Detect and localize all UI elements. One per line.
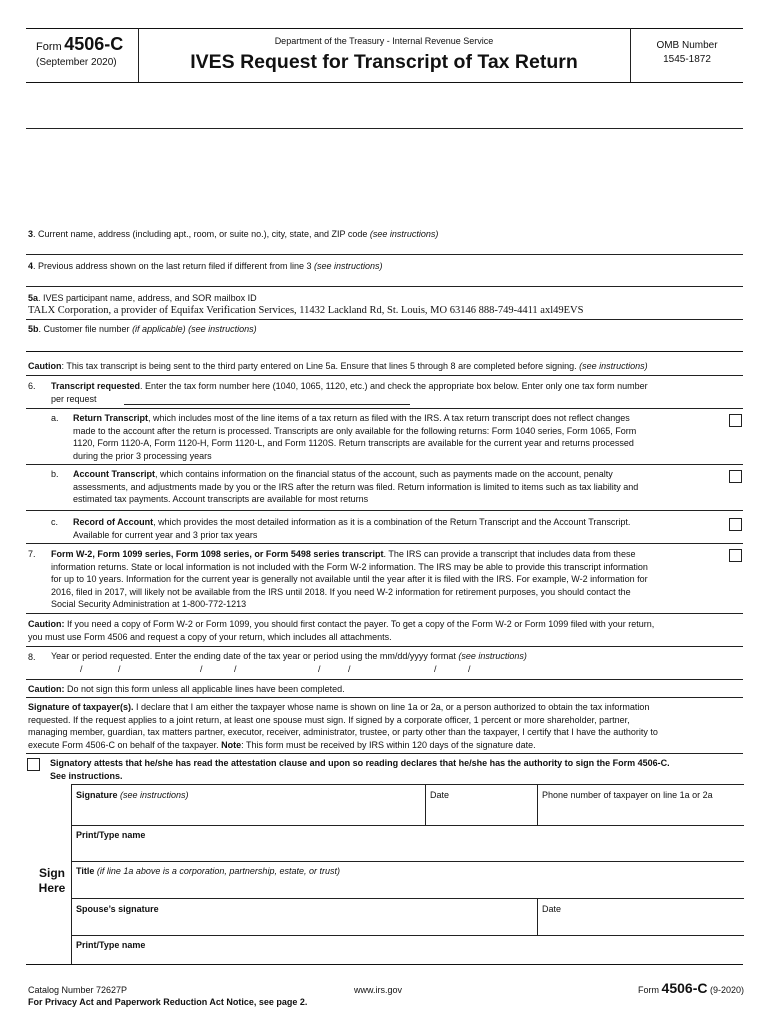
header-divider-right	[630, 28, 631, 82]
line-5a-value[interactable]: TALX Corporation, a provider of Equifax Verification Services, 11432 Lackland Rd, St. Louis, MO 63146 888-749-4411 axl49EVS	[28, 305, 584, 316]
w2-transcript-checkbox[interactable]	[729, 549, 742, 562]
line-5a-field	[26, 319, 743, 320]
date-1-slash-1: /	[80, 664, 83, 674]
date-3-slash-1: /	[318, 664, 321, 674]
form-prefix: Form	[36, 41, 62, 53]
date-4-slash-1: /	[434, 664, 437, 674]
line-3-field[interactable]	[26, 254, 743, 255]
footer-form-id: Form 4506-C (9-2020)	[638, 980, 744, 996]
form-date: (September 2020)	[36, 57, 117, 68]
line-5b-label: 5b. Customer file number (if applicable) (see instructions)	[28, 324, 257, 334]
date-4-slash-2: /	[468, 664, 471, 674]
line-6-text: Transcript requested. Enter the tax form number here (1040, 1065, 1120, etc.) and check the appropriate box below. Enter only one tax form number per request	[51, 381, 648, 404]
return-transcript-checkbox[interactable]	[729, 414, 742, 427]
line-3-label: 3. Current name, address (including apt., room, or suite no.), city, state, and ZIP code (see instructions)	[28, 229, 439, 239]
return-transcript-text: Return Transcript, which includes most of the line items of a tax return as filed with the IRS. A tax return transcript does not reflect changes made to the account after the return is processed. Transcripts are only available for the following returns: Form 1040 series, Form 1065, Form 1120, Form 1120-A, Form 1120-H, Form 1120-L, and Form 1120S. Return transcripts are available for the current year and returns processed during the prior 3 processing years	[73, 413, 637, 461]
record-of-account-text: Record of Account, which provides the most detailed information as it is a combination of the Return Transcript and the Account Transcript. Available for current year and 3 prior tax years	[73, 517, 631, 540]
caution-3-rule	[26, 697, 743, 698]
account-transcript-text: Account Transcript, which contains information on the financial status of the account, such as payments made on the account, penalty assessments, and adjustments made by you or the IRS after the return was filed. Return information is limited to items such as tax liability and estimated tax payments. Account transcripts are available for most returns	[73, 469, 639, 504]
spouse-signature-field[interactable]: Spouse’s signature	[76, 904, 159, 914]
line-8-number: 8.	[28, 652, 36, 662]
line-5a-label: 5a. IVES participant name, address, and SOR mailbox ID	[28, 293, 257, 303]
catalog-number: Catalog Number 72627P	[28, 985, 128, 995]
line-6b-rule	[26, 510, 743, 511]
line-6-number: 6.	[28, 381, 36, 391]
line-8-text: Year or period requested. Enter the ending date of the tax year or period using the mm/dd/yyyy format (see instructions)	[51, 651, 527, 661]
irs-website-link[interactable]: www.irs.gov	[354, 985, 403, 995]
line-6-rule	[26, 408, 743, 409]
line-8-rule	[26, 679, 743, 680]
header-bottom-rule	[26, 82, 743, 83]
declaration-rule	[26, 753, 743, 754]
line-6a-label: a.	[51, 413, 59, 423]
year-period-fields[interactable]	[28, 664, 548, 678]
line-6c-rule	[26, 543, 743, 544]
print-name-field[interactable]: Print/Type name	[76, 830, 146, 840]
spouse-date-field[interactable]: Date	[542, 904, 562, 914]
omb-block	[632, 39, 742, 67]
sign-here-label: Sign Here	[38, 866, 66, 895]
caution-do-not-sign: Caution: Do not sign this form unless all applicable lines have been completed.	[28, 684, 345, 694]
line-6b-label: b.	[51, 469, 59, 479]
date-2-slash-1: /	[200, 664, 203, 674]
agency-name: Department of the Treasury - Internal Revenue Service	[274, 36, 494, 46]
account-transcript-checkbox[interactable]	[729, 470, 742, 483]
signature-field[interactable]: Signature (see instructions)	[76, 790, 189, 800]
header-top-rule	[26, 28, 743, 29]
title-field[interactable]: Title (if line 1a above is a corporation, partnership, estate, or trust)	[76, 866, 340, 876]
form-title: IVES Request for Transcript of Tax Return	[190, 51, 578, 73]
form-id-block	[36, 34, 136, 68]
attestation-checkbox[interactable]	[27, 758, 40, 771]
line-5b-field[interactable]	[26, 351, 743, 352]
line-4-field[interactable]	[26, 286, 743, 287]
line-6a-rule	[26, 464, 743, 465]
date-1-slash-2: /	[118, 664, 121, 674]
omb-number: 1545-1872	[663, 54, 711, 65]
date-2-slash-2: /	[234, 664, 237, 674]
line-4-label: 4. Previous address shown on the last return filed if different from line 3 (see instructions)	[28, 261, 383, 271]
header-lower-rule	[26, 128, 743, 129]
line-6c-label: c.	[51, 517, 59, 527]
caution-line5: Caution: This tax transcript is being sent to the third party entered on Line 5a. Ensure that lines 5 through 8 are completed before signing. (see instructions)	[28, 361, 648, 371]
signature-date-field[interactable]: Date	[430, 790, 450, 800]
caution-w2-copy: Caution: If you need a copy of Form W-2 or Form 1099, you should first contact the payer. To get a copy of the Form W-2 or Form 1099 filed with your return, you must use Form 4506 and request a copy of your return, which includes all attachments.	[28, 619, 655, 642]
header-divider-left	[138, 28, 139, 82]
phone-number-field[interactable]: Phone number of taxpayer on line 1a or 2a	[542, 790, 713, 800]
tax-form-number-field[interactable]	[124, 404, 410, 405]
line-7-rule	[26, 613, 743, 614]
line-7-number: 7.	[28, 549, 36, 559]
spouse-print-name-field[interactable]: Print/Type name	[76, 940, 146, 950]
date-3-slash-2: /	[348, 664, 351, 674]
caution-2-rule	[26, 646, 743, 647]
signature-declaration: Signature of taxpayer(s). I declare that I am either the taxpayer whose name is shown on line 1a or 2a, or a person authorized to obtain the tax information requested. If the request applies to a joint return, at least one spouse must sign. If signed by a corporate officer, 1 percent or more shareholder, partner, managing member, guardian, tax matters partner, executor, receiver, administrator, trustee, or party other than the taxpayer, I certify that I have the authority to execute Form 4506-C on behalf of the taxpayer. Note: This form must be received by IRS within 120 days of the signature date.	[28, 702, 658, 750]
record-of-account-checkbox[interactable]	[729, 518, 742, 531]
privacy-notice: For Privacy Act and Paperwork Reduction Act Notice, see page 2.	[28, 997, 308, 1007]
attestation-text: Signatory attests that he/she has read the attestation clause and upon so reading declares that he/she has the authority to sign the Form 4506-C. See instructions.	[50, 758, 670, 781]
caution-rule	[26, 375, 743, 376]
sign-table-bottom	[26, 964, 743, 965]
form-number: 4506-C	[64, 34, 124, 54]
line-7-text: Form W-2, Form 1099 series, Form 1098 series, or Form 5498 series transcript. The IRS can provide a transcript that includes data from these information returns. State or local information is not included with the Form W-2 information. The IRS may be able to provide this transcript information for up to 10 years. Information for the current year is generally not available until the year after it is filed with the IRS. For example, W-2 information for 2016, filed in 2017, will likely not be available from the IRS until 2018. If you need W-2 information for retirement purposes, you should contact the Social Security Administration at 1-800-772-1213	[51, 549, 648, 609]
omb-label: OMB Number	[656, 40, 718, 51]
